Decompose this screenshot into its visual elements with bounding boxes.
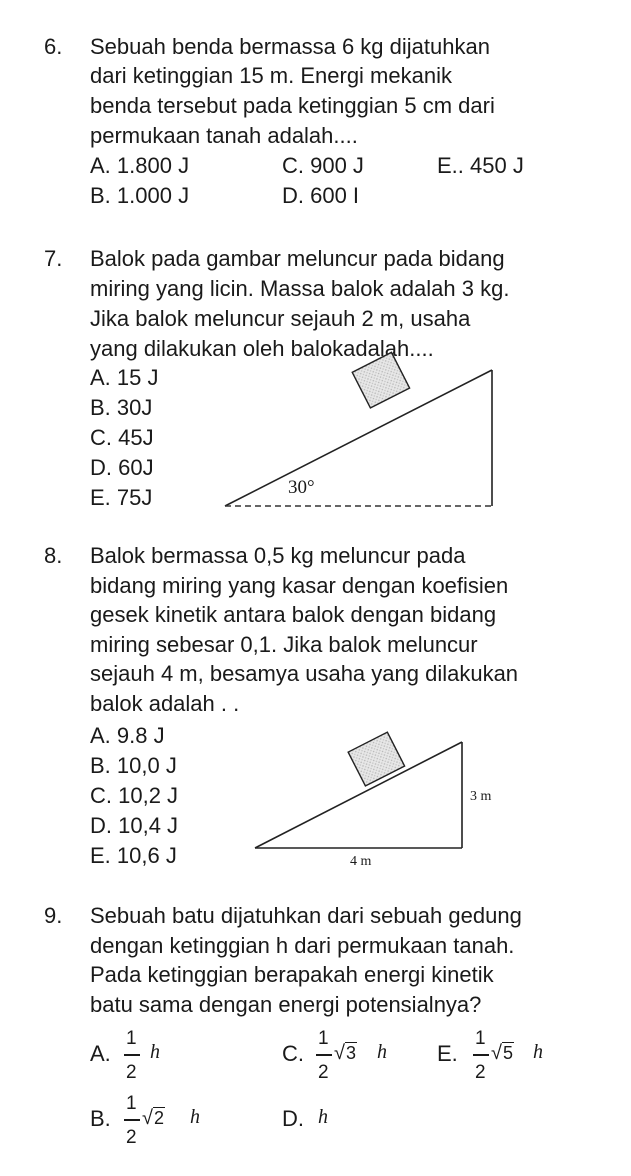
fraction-bar bbox=[473, 1054, 489, 1056]
q8-line-5: sejauh 4 m, besamya usaha yang dilakukan bbox=[90, 661, 519, 686]
q9-option-e-denominator: 2 bbox=[475, 1062, 486, 1083]
q6-number: 6. bbox=[44, 34, 63, 59]
fraction-bar bbox=[316, 1054, 332, 1056]
q8-line-2: bidang miring yang kasar dengan koefisien bbox=[90, 573, 509, 598]
q7-option-e: E. 75J bbox=[90, 485, 153, 510]
q9-option-b-sqrt bbox=[142, 1107, 165, 1130]
q6-line-3: benda tersebut pada ketinggian 5 cm dari bbox=[90, 93, 495, 118]
q8-line-3: gesek kinetik antara balok dengan bidang bbox=[90, 602, 497, 627]
sqrt-icon: √ bbox=[142, 1107, 153, 1129]
q8-line-4: miring sebesar 0,1. Jika balok meluncur bbox=[90, 632, 478, 657]
q9-option-e-numerator: 1 bbox=[475, 1028, 486, 1049]
q7-line-3: Jika balok meluncur sejauh 2 m, usaha bbox=[90, 306, 471, 331]
q8-option-b: B. 10,0 J bbox=[90, 753, 177, 778]
q7-line-4: yang dilakukan oleh balokadalah.... bbox=[90, 336, 434, 361]
fraction-bar bbox=[124, 1119, 140, 1121]
q9-option-b-denominator: 2 bbox=[126, 1127, 137, 1148]
q9-option-a-numerator: 1 bbox=[126, 1028, 137, 1049]
q8-option-c: C. 10,2 J bbox=[90, 783, 179, 808]
q7-option-b: B. 30J bbox=[90, 395, 153, 420]
q6-option-d: D. 600 I bbox=[282, 183, 360, 208]
fraction-bar bbox=[124, 1054, 140, 1056]
q9-option-e-letter: E. bbox=[437, 1041, 458, 1066]
q7-option-c: C. 45J bbox=[90, 425, 154, 450]
q9-option-c-variable: h bbox=[377, 1041, 387, 1063]
q6-line-2: dari ketinggian 15 m. Energi mekanik bbox=[90, 63, 452, 88]
q7-line-1: Balok pada gambar meluncur pada bidang bbox=[90, 246, 505, 271]
q9-option-c-letter: C. bbox=[282, 1041, 304, 1066]
q9-option-b-numerator: 1 bbox=[126, 1093, 137, 1114]
q9-option-c-numerator: 1 bbox=[318, 1028, 329, 1049]
q9-line-4: batu sama dengan energi potensialnya? bbox=[90, 992, 482, 1017]
q9-option-e-sqrt bbox=[491, 1042, 514, 1065]
q7-angle-label: 30° bbox=[288, 477, 315, 498]
q9-option-a-denominator: 2 bbox=[126, 1062, 137, 1083]
q9-option-b-variable: h bbox=[190, 1106, 200, 1128]
q6-line-4: permukaan tanah adalah.... bbox=[90, 123, 358, 148]
sqrt-icon: √ bbox=[334, 1042, 345, 1064]
q7-option-a: A. 15 J bbox=[90, 365, 159, 390]
q8-option-d: D. 10,4 J bbox=[90, 813, 179, 838]
q9-option-a-variable: h bbox=[150, 1041, 160, 1063]
q9-line-1: Sebuah batu dijatuhkan dari sebuah gedung bbox=[90, 903, 522, 928]
q9-option-e-variable: h bbox=[533, 1041, 543, 1063]
q6-line-1: Sebuah benda bermassa 6 kg dijatuhkan bbox=[90, 34, 490, 59]
q8-line-6: balok adalah . . bbox=[90, 691, 240, 716]
q8-height-label: 3 m bbox=[470, 789, 492, 804]
q9-option-c-sqrt bbox=[334, 1042, 357, 1065]
q9-option-b-letter: B. bbox=[90, 1106, 111, 1131]
q6-option-b: B. 1.000 J bbox=[90, 183, 190, 208]
q8-line-1: Balok bermassa 0,5 kg meluncur pada bbox=[90, 543, 466, 568]
q6-option-e: E.. 450 J bbox=[437, 153, 524, 178]
q9-option-c-radicand: 3 bbox=[345, 1043, 356, 1063]
q7-number: 7. bbox=[44, 246, 63, 271]
q9-option-e-radicand: 5 bbox=[502, 1043, 513, 1063]
q9-option-c-denominator: 2 bbox=[318, 1062, 329, 1083]
q9-option-d-variable: h bbox=[318, 1106, 328, 1128]
q7-option-d: D. 60J bbox=[90, 455, 154, 480]
q6-option-a: A. 1.800 J bbox=[90, 153, 190, 178]
q9-line-2: dengan ketinggian h dari permukaan tanah. bbox=[90, 933, 515, 958]
q8-option-e: E. 10,6 J bbox=[90, 843, 177, 868]
q6-option-c: C. 900 J bbox=[282, 153, 364, 178]
sqrt-icon: √ bbox=[491, 1042, 502, 1064]
q8-base-label: 4 m bbox=[350, 854, 372, 869]
q9-option-d-letter: D. bbox=[282, 1106, 304, 1131]
q9-line-3: Pada ketinggian berapakah energi kinetik bbox=[90, 962, 494, 987]
q9-number: 9. bbox=[44, 903, 63, 928]
q8-block bbox=[348, 732, 404, 786]
q7-line-2: miring yang licin. Massa balok adalah 3 kg. bbox=[90, 276, 510, 301]
q8-number: 8. bbox=[44, 543, 63, 568]
q9-option-b-radicand: 2 bbox=[153, 1108, 164, 1128]
q9-option-a-letter: A. bbox=[90, 1041, 111, 1066]
q8-option-a: A. 9.8 J bbox=[90, 723, 165, 748]
